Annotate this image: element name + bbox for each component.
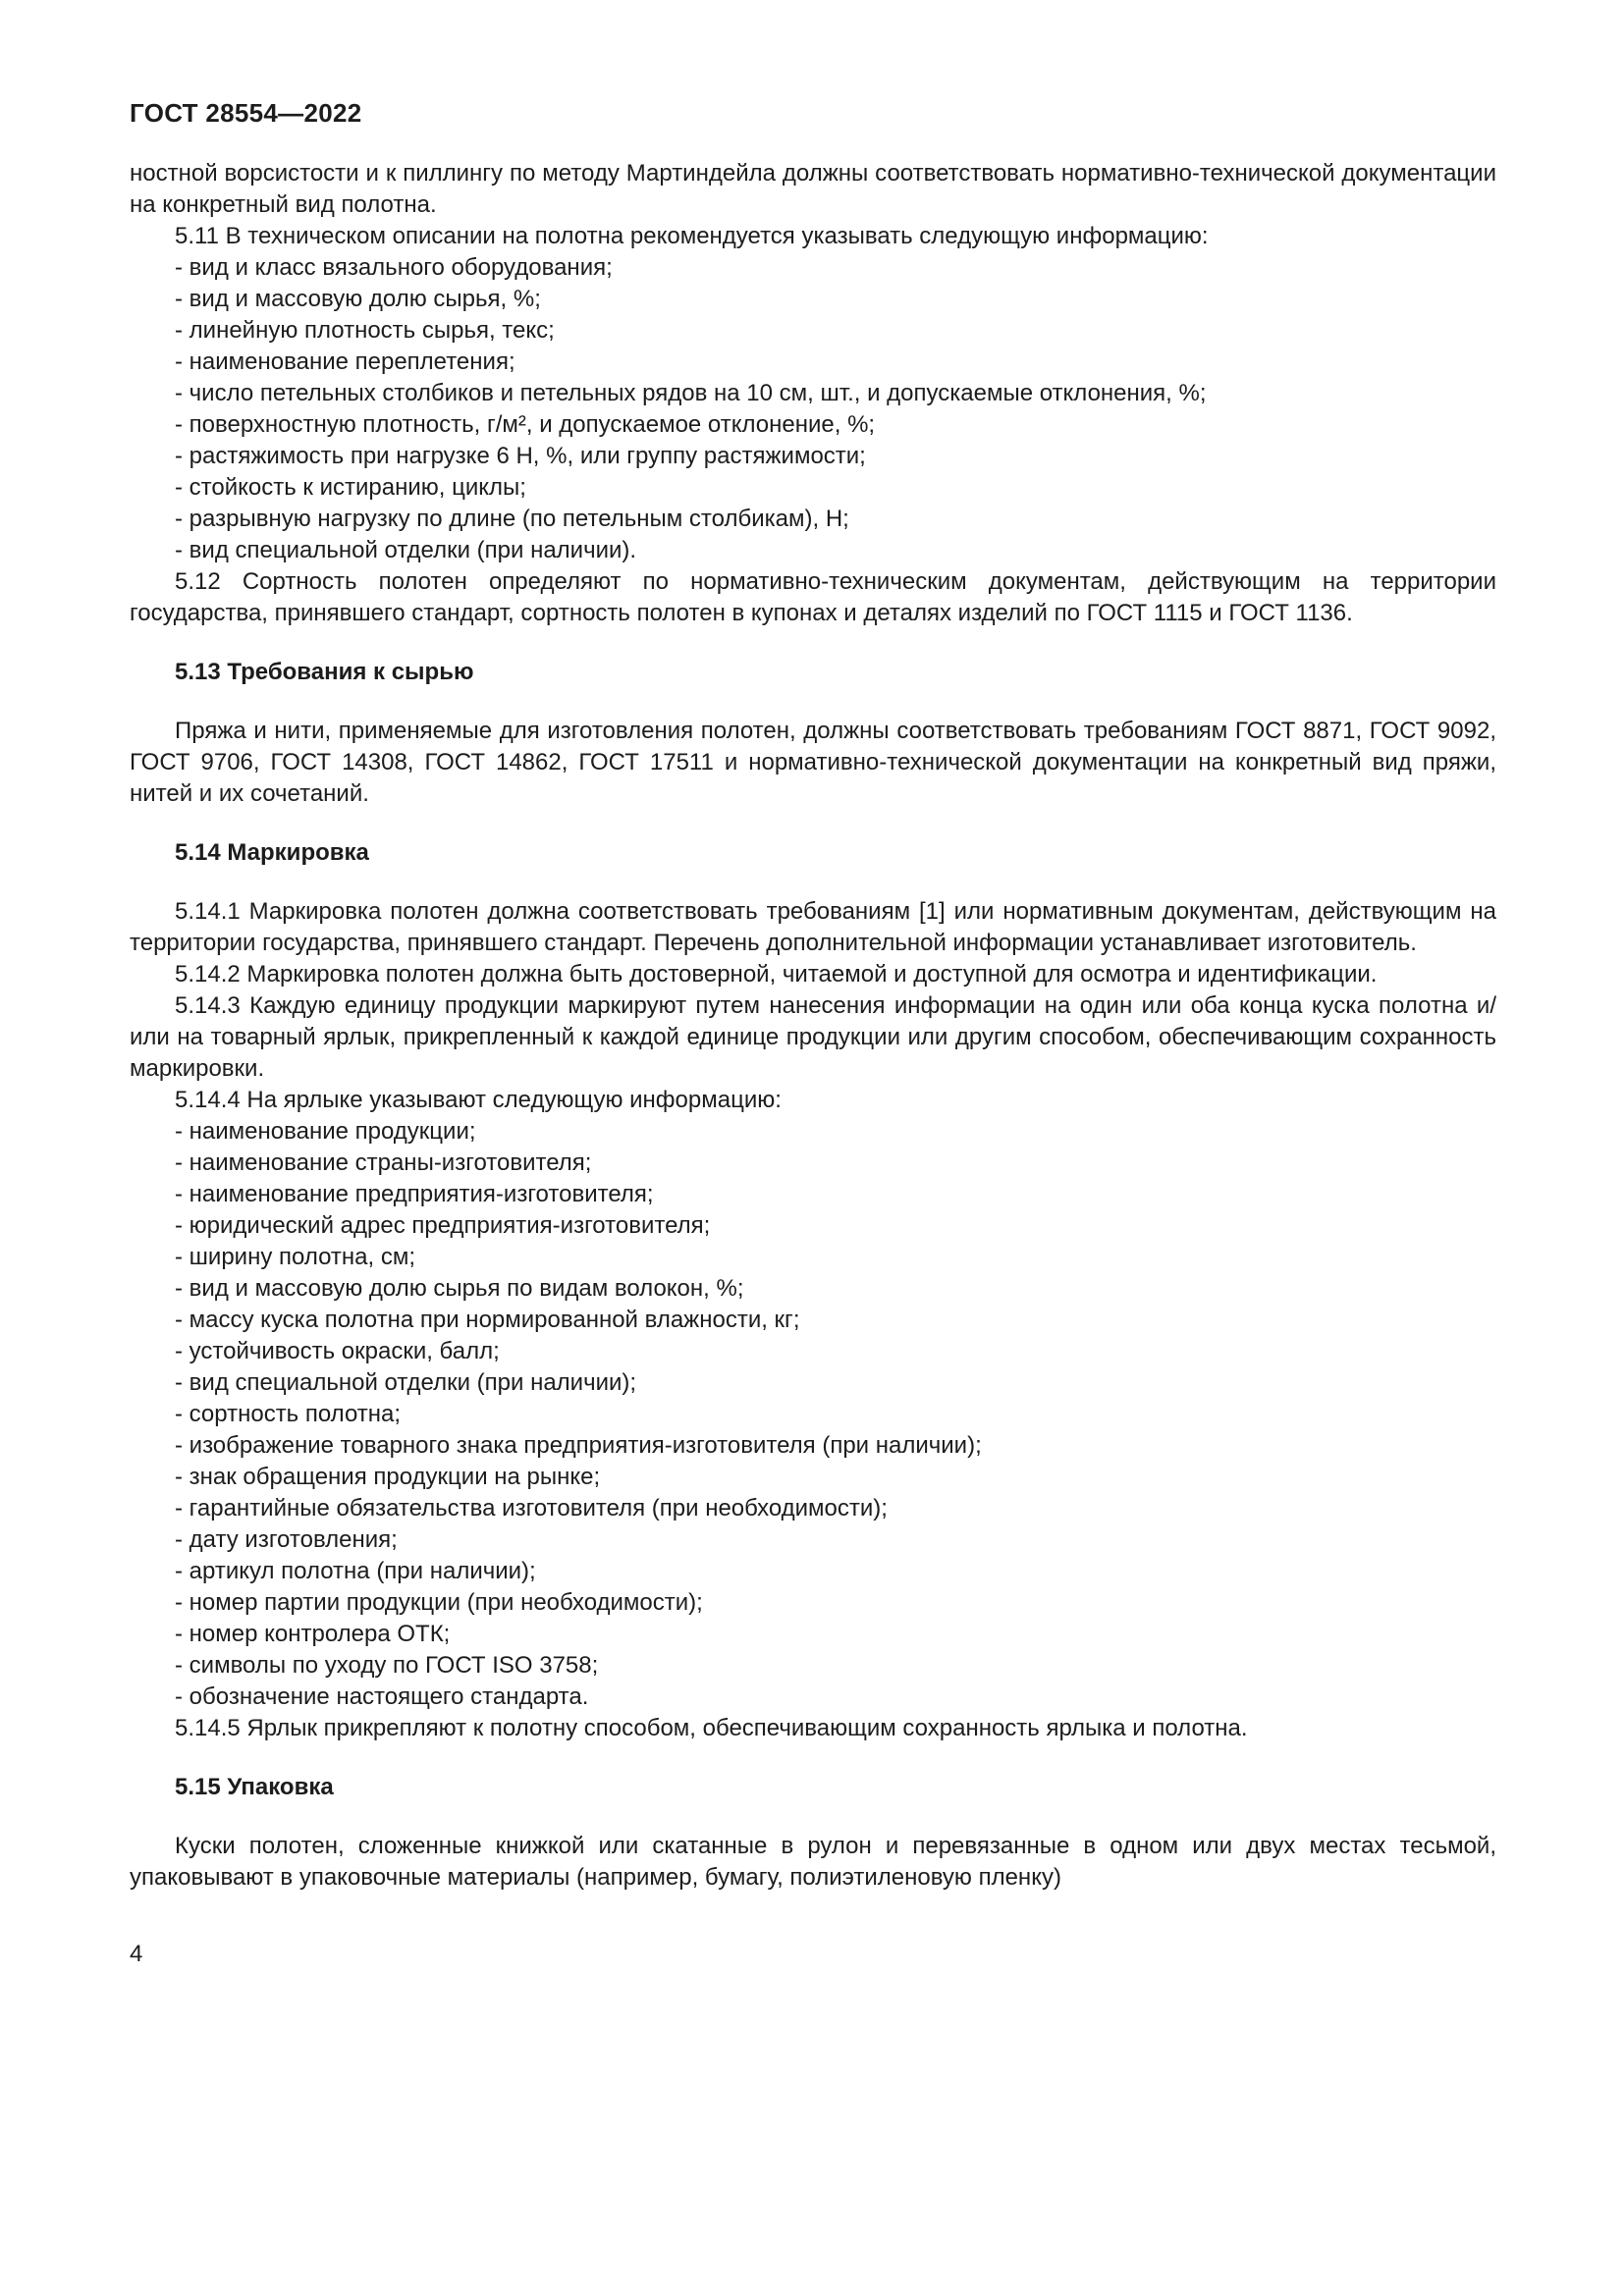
section-heading: 5.14 Маркировка	[175, 839, 369, 866]
paragraph: 5.14.5 Ярлык прикрепляют к полотну способом, обеспечивающим сохранность ярлыка и полотна.	[175, 1715, 1248, 1741]
list-item: - дату изготовления;	[175, 1526, 398, 1553]
paragraph: 5.14.3 Каждую единицу продукции маркируют путем нанесения информации на один или оба конца куска полотна и/или на товарный ярлык, прикрепленный к каждой единице продукции или другим способом, обеспечивающим сохранность маркировки.	[130, 992, 1496, 1082]
paragraph: 5.14.4 На ярлыке указывают следующую информацию:	[175, 1087, 782, 1113]
list-item: - гарантийные обязательства изготовителя (при необходимости);	[175, 1495, 888, 1522]
paragraph: 5.11 В техническом описании на полотна рекомендуется указывать следующую информацию:	[175, 223, 1209, 249]
list-item: - поверхностную плотность, г/м², и допускаемое отклонение, %;	[175, 411, 876, 438]
list-item: - обозначение настоящего стандарта.	[175, 1683, 589, 1710]
list-item: - число петельных столбиков и петельных рядов на 10 см, шт., и допускаемые отклонения, %;	[175, 380, 1207, 406]
list-item: - наименование страны-изготовителя;	[175, 1149, 592, 1176]
list-item: - ширину полотна, см;	[175, 1244, 416, 1270]
paragraph: 5.14.2 Маркировка полотен должна быть достоверной, читаемой и доступной для осмотра и идентификации.	[175, 961, 1378, 988]
list-item: - разрывную нагрузку по длине (по петельным столбикам), Н;	[175, 506, 849, 532]
list-item: - сортность полотна;	[175, 1401, 402, 1427]
list-item: - номер партии продукции (при необходимости);	[175, 1589, 703, 1616]
section-heading: 5.15 Упаковка	[175, 1774, 334, 1800]
list-item: - массу куска полотна при нормированной влажности, кг;	[175, 1307, 800, 1333]
document-content	[130, 158, 1496, 1894]
paragraph: Пряжа и нити, применяемые для изготовления полотен, должны соответствовать требованиям ГОСТ 8871, ГОСТ 9092, ГОСТ 9706, ГОСТ 14308, ГОСТ 14862, ГОСТ 17511 и нормативно-технической документации на конкретный вид пряжи, нитей и их сочетаний.	[130, 718, 1496, 807]
list-item: - наименование переплетения;	[175, 348, 515, 375]
list-item: - устойчивость окраски, балл;	[175, 1338, 500, 1364]
list-item: - линейную плотность сырья, текс;	[175, 317, 555, 344]
paragraph: ностной ворсистости и к пиллингу по методу Мартиндейла должны соответствовать нормативно-технической документации на конкретный вид полотна.	[130, 160, 1496, 218]
list-item: - наименование продукции;	[175, 1118, 476, 1145]
list-item: - артикул полотна (при наличии);	[175, 1558, 536, 1584]
list-item: - изображение товарного знака предприятия-изготовителя (при наличии);	[175, 1432, 982, 1459]
list-item: - символы по уходу по ГОСТ ISO 3758;	[175, 1652, 599, 1679]
page-number: 4	[130, 1941, 143, 1967]
list-item: - номер контролера ОТК;	[175, 1621, 451, 1647]
list-item: - растяжимость при нагрузке 6 Н, %, или группу растяжимости;	[175, 443, 866, 469]
paragraph: 5.12 Сортность полотен определяют по нормативно-техническим документам, действующим на территории государства, принявшего стандарт, сортность полотен в купонах и деталях изделий по ГОСТ 1115 и ГОСТ 1136.	[130, 568, 1496, 626]
list-item: - вид специальной отделки (при наличии).	[175, 537, 637, 563]
list-item: - вид и массовую долю сырья по видам волокон, %;	[175, 1275, 744, 1302]
section-heading: 5.13 Требования к сырью	[175, 659, 474, 685]
list-item: - вид и класс вязального оборудования;	[175, 254, 613, 281]
list-item: - стойкость к истиранию, циклы;	[175, 474, 526, 501]
list-item: - юридический адрес предприятия-изготовителя;	[175, 1212, 711, 1239]
paragraph: Куски полотен, сложенные книжкой или скатанные в рулон и перевязанные в одном или двух местах тесьмой, упаковывают в упаковочные материалы (например, бумагу, полиэтиленовую пленку)	[130, 1833, 1496, 1891]
list-item: - знак обращения продукции на рынке;	[175, 1464, 601, 1490]
list-item: - вид и массовую долю сырья, %;	[175, 286, 541, 312]
document-header: ГОСТ 28554—2022	[130, 98, 362, 128]
paragraph: 5.14.1 Маркировка полотен должна соответствовать требованиям [1] или нормативным документам, действующим на территории государства, принявшего стандарт. Перечень дополнительной информации устанавливает изготовитель.	[130, 898, 1496, 956]
list-item: - наименование предприятия-изготовителя;	[175, 1181, 654, 1207]
list-item: - вид специальной отделки (при наличии);	[175, 1369, 637, 1396]
